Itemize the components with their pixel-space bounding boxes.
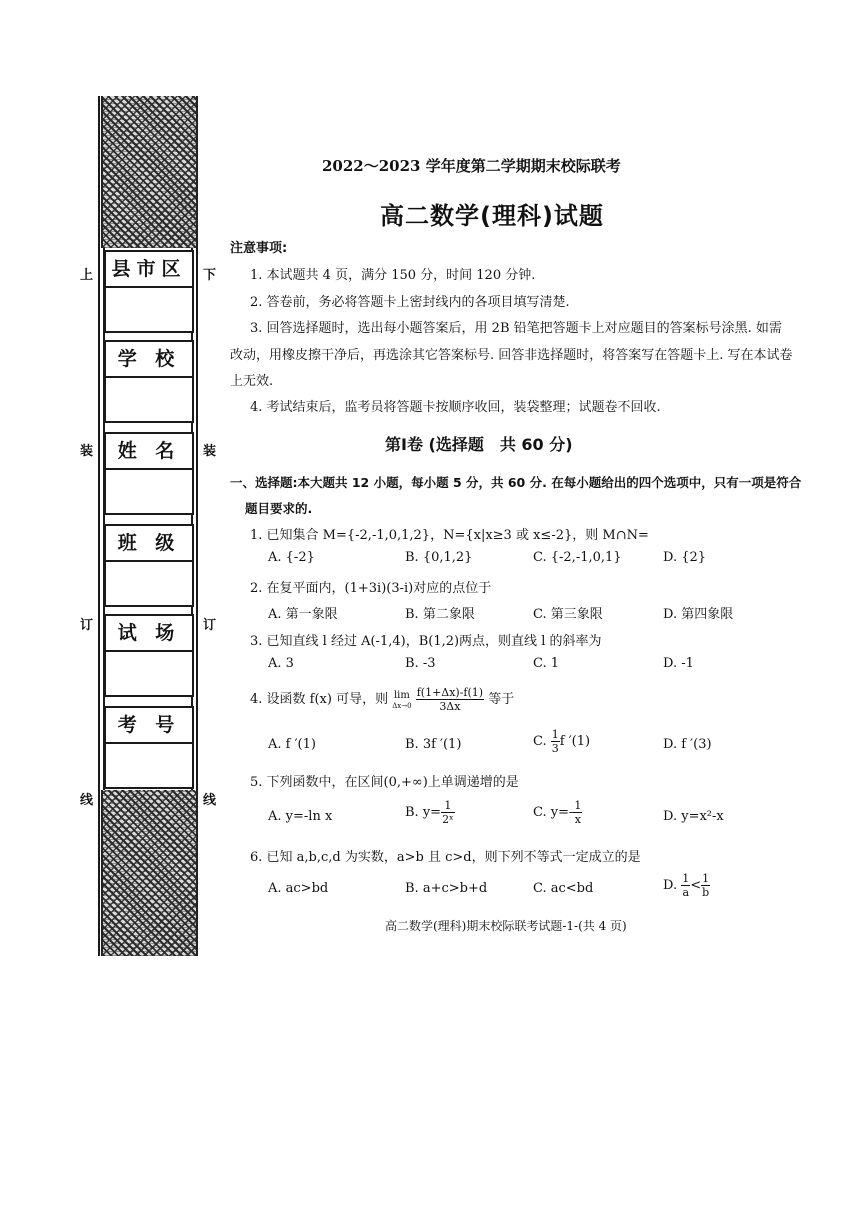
note-item: 1. 本试题共 4 页，满分 150 分，时间 120 分钟. xyxy=(250,268,536,283)
question-2-option-c[interactable]: C. 第三象限 xyxy=(533,607,603,622)
fraction-numerator: 1 xyxy=(551,728,559,741)
limit-subscript: Δx→0 xyxy=(392,702,412,710)
option-prefix: D. xyxy=(663,878,678,893)
limit-expression xyxy=(392,689,411,710)
section-title: 第Ⅰ卷 (选择题 共 60 分) xyxy=(385,435,573,454)
fraction-denominator: b xyxy=(702,886,710,899)
question-6-option-b[interactable]: B. a+c>b+d xyxy=(405,881,488,896)
notes-heading: 注意事项: xyxy=(230,241,288,256)
field-label: 学 校 xyxy=(106,342,192,378)
question-3-option-d[interactable]: D. -1 xyxy=(663,656,694,671)
binding-line-left-outer xyxy=(98,96,100,956)
question-2-option-a[interactable]: A. 第一象限 xyxy=(268,607,338,622)
question-4-option-c[interactable] xyxy=(533,728,590,755)
fraction-denominator: a xyxy=(682,886,690,899)
mark-shang: 上 xyxy=(80,268,94,283)
question-6-option-a[interactable]: A. ac>bd xyxy=(268,881,329,896)
option-prefix: B. y= xyxy=(405,805,442,820)
question-1-option-c[interactable]: C. {-2,-1,0,1} xyxy=(533,550,622,565)
section-intro: 一、选择题:本大题共 12 小题，每小题 5 分，共 60 分. 在每小题给出的四个选项中，只有一项是符合 xyxy=(230,475,802,490)
security-pattern-bottom xyxy=(101,790,198,956)
question-5-option-d[interactable]: D. y=x²-x xyxy=(663,809,724,824)
question-6-stem: 6. 已知 a,b,c,d 为实数，a>b 且 c>d，则下列不等式一定成立的是 xyxy=(250,850,641,865)
security-pattern-top xyxy=(101,96,198,248)
field-label: 考 号 xyxy=(106,708,192,744)
option-fraction xyxy=(441,799,455,826)
question-1-option-b[interactable]: B. {0,1,2} xyxy=(405,550,473,565)
section-intro-cont: 题目要求的. xyxy=(245,501,313,516)
fraction-denominator: 3Δx xyxy=(439,700,461,713)
fraction-numerator: 1 xyxy=(574,799,582,812)
fraction-numerator: 1 xyxy=(702,872,710,885)
mark-xia: 下 xyxy=(203,268,217,283)
question-2-stem: 2. 在复平面内，(1+3i)(3-i)对应的点位于 xyxy=(250,581,492,596)
note-item: 改动，用橡皮擦干净后，再选涂其它答案标号. 回答非选择题时，将答案写在答题卡上. 写在本试卷 xyxy=(230,348,793,363)
mark-ding-right: 订 xyxy=(203,618,217,633)
fraction-denominator: x xyxy=(574,813,581,826)
fraction-denominator: 2ˣ xyxy=(442,813,454,826)
mark-zhuang-right: 装 xyxy=(203,444,217,459)
mark-ding-left: 订 xyxy=(80,618,94,633)
field-label: 县市区 xyxy=(106,252,192,288)
question-3-option-b[interactable]: B. -3 xyxy=(405,656,436,671)
subject-title: 高二数学(理科)试题 xyxy=(380,202,604,230)
fraction-numerator: f(1+Δx)-f(1) xyxy=(416,686,484,699)
option-fraction xyxy=(551,728,560,755)
field-label: 姓 名 xyxy=(106,434,192,470)
question-5-option-b[interactable] xyxy=(405,799,455,826)
fraction-numerator: 1 xyxy=(441,799,455,813)
option-prefix: C. y=- xyxy=(533,805,574,820)
field-class[interactable] xyxy=(104,524,194,607)
field-county[interactable] xyxy=(104,250,194,333)
question-3-option-a[interactable]: A. 3 xyxy=(268,656,294,671)
question-4-option-b[interactable]: B. 3f ′(1) xyxy=(405,737,462,752)
option-fraction-2 xyxy=(701,872,710,899)
note-item: 3. 回答选择题时，选出每小题答案后，用 2B 铅笔把答题卡上对应题目的答案标号涂黑. 如需 xyxy=(250,321,782,336)
question-4-option-a[interactable]: A. f ′(1) xyxy=(268,737,316,752)
question-1-option-a[interactable]: A. {-2} xyxy=(268,550,315,565)
fraction-denominator: 3 xyxy=(551,742,559,755)
question-5-stem: 5. 下列函数中，在区间(0,+∞)上单调递增的是 xyxy=(250,775,519,790)
question-2-option-b[interactable]: B. 第二象限 xyxy=(405,607,475,622)
exam-title: 2022～2023 学年度第二学期期末校际联考 xyxy=(322,157,621,175)
field-name[interactable] xyxy=(104,432,194,515)
question-6-option-d[interactable] xyxy=(663,872,710,899)
option-letter: C. xyxy=(533,734,551,749)
field-label: 试 场 xyxy=(106,616,192,652)
question-4-stem-suffix: 等于 xyxy=(488,692,515,707)
field-exam-room[interactable] xyxy=(104,614,194,697)
question-5-option-c[interactable] xyxy=(533,799,582,826)
question-3-option-c[interactable]: C. 1 xyxy=(533,656,560,671)
option-tail: f ′(1) xyxy=(559,734,591,749)
question-1-option-d[interactable]: D. {2} xyxy=(663,550,707,565)
question-4-stem xyxy=(250,686,514,713)
question-4-fraction xyxy=(416,686,484,713)
question-4-option-d[interactable]: D. f ′(3) xyxy=(663,737,712,752)
question-6-option-c[interactable]: C. ac<bd xyxy=(533,881,594,896)
note-item: 上无效. xyxy=(230,374,274,389)
note-item: 4. 考试结束后，监考员将答题卡按顺序收回，装袋整理；试题卷不回收. xyxy=(250,400,661,415)
field-exam-number[interactable] xyxy=(104,706,194,789)
question-5-option-a[interactable]: A. y=-ln x xyxy=(268,809,333,824)
question-3-stem: 3. 已知直线 l 经过 A(-1,4)，B(1,2)两点，则直线 l 的斜率为 xyxy=(250,634,602,649)
mark-zhuang-left: 装 xyxy=(80,444,94,459)
question-2-option-d[interactable]: D. 第四象限 xyxy=(663,607,734,622)
limit-label: lim xyxy=(393,690,410,701)
page-footer: 高二数学(理科)期末校际联考试题-1-(共 4 页) xyxy=(385,919,627,933)
field-school[interactable] xyxy=(104,340,194,423)
option-fraction xyxy=(573,799,582,826)
fraction-numerator: 1 xyxy=(682,872,690,885)
less-than-sign: < xyxy=(690,878,702,893)
question-1-stem: 1. 已知集合 M={-2,-1,0,1,2}，N={x|x≥3 或 x≤-2}，则 M∩N= xyxy=(250,528,649,543)
mark-xian-right: 线 xyxy=(203,793,217,808)
mark-xian-left: 线 xyxy=(80,793,94,808)
field-label: 班 级 xyxy=(106,526,192,562)
note-item: 2. 答卷前，务必将答题卡上密封线内的各项目填写清楚. xyxy=(250,295,570,310)
option-fraction-1 xyxy=(681,872,690,899)
question-4-stem-prefix: 4. 设函数 f(x) 可导，则 xyxy=(250,692,389,707)
